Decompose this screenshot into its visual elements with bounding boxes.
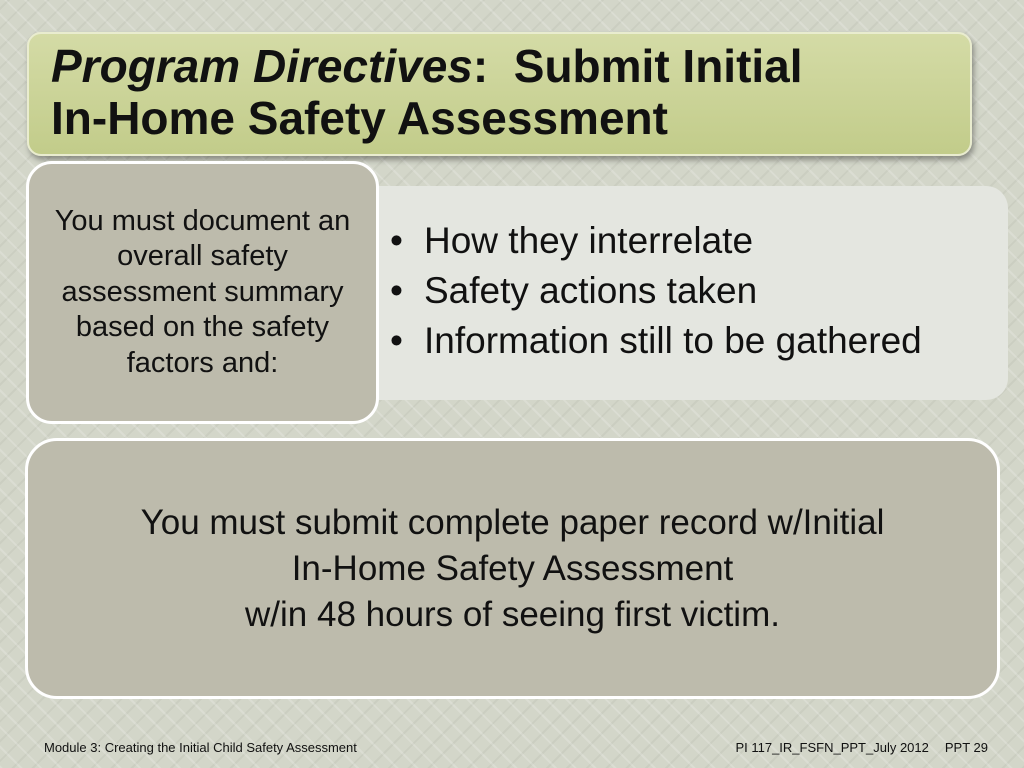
- footer-page-number: PPT 29: [944, 740, 988, 755]
- title-italic-part: Program Directives: [51, 40, 473, 92]
- title-colon: :: [472, 40, 489, 92]
- bullet-item: [390, 216, 1008, 266]
- slide-title: [51, 40, 970, 144]
- title-line2: In-Home Safety Assessment: [51, 92, 668, 144]
- submission-line-1: You must submit complete paper record w/Initial: [140, 502, 885, 542]
- bullet-text: Information still to be gathered: [424, 320, 922, 361]
- bullet-panel: [330, 186, 1008, 400]
- submission-line-2: In-Home Safety Assessment: [291, 548, 734, 588]
- title-line1-rest: Submit Initial: [513, 40, 803, 92]
- submission-requirement-box: [25, 438, 1000, 699]
- bullet-dot-icon: •: [390, 270, 403, 311]
- bullet-dot-icon: •: [390, 220, 403, 261]
- title-box: [27, 32, 972, 156]
- bullet-item: [390, 266, 1008, 316]
- submission-requirement-text: [141, 500, 885, 638]
- footer-right: [735, 740, 988, 755]
- bullet-item: [390, 316, 1008, 366]
- bullet-text: Safety actions taken: [424, 270, 758, 311]
- document-requirement-box: [26, 161, 379, 424]
- submission-line-3: w/in 48 hours of seeing first victim.: [245, 594, 780, 634]
- footer-module-title: Module 3: Creating the Initial Child Safety Assessment: [44, 740, 357, 755]
- bullet-text: How they interrelate: [424, 220, 754, 261]
- bullet-list: [390, 216, 1008, 366]
- document-requirement-text: You must document an overall safety assessment summary based on the safety factors and:: [54, 204, 351, 379]
- bullet-dot-icon: •: [390, 320, 403, 361]
- footer-code: PI 117_IR_FSFN_PPT_July 2012: [735, 740, 929, 755]
